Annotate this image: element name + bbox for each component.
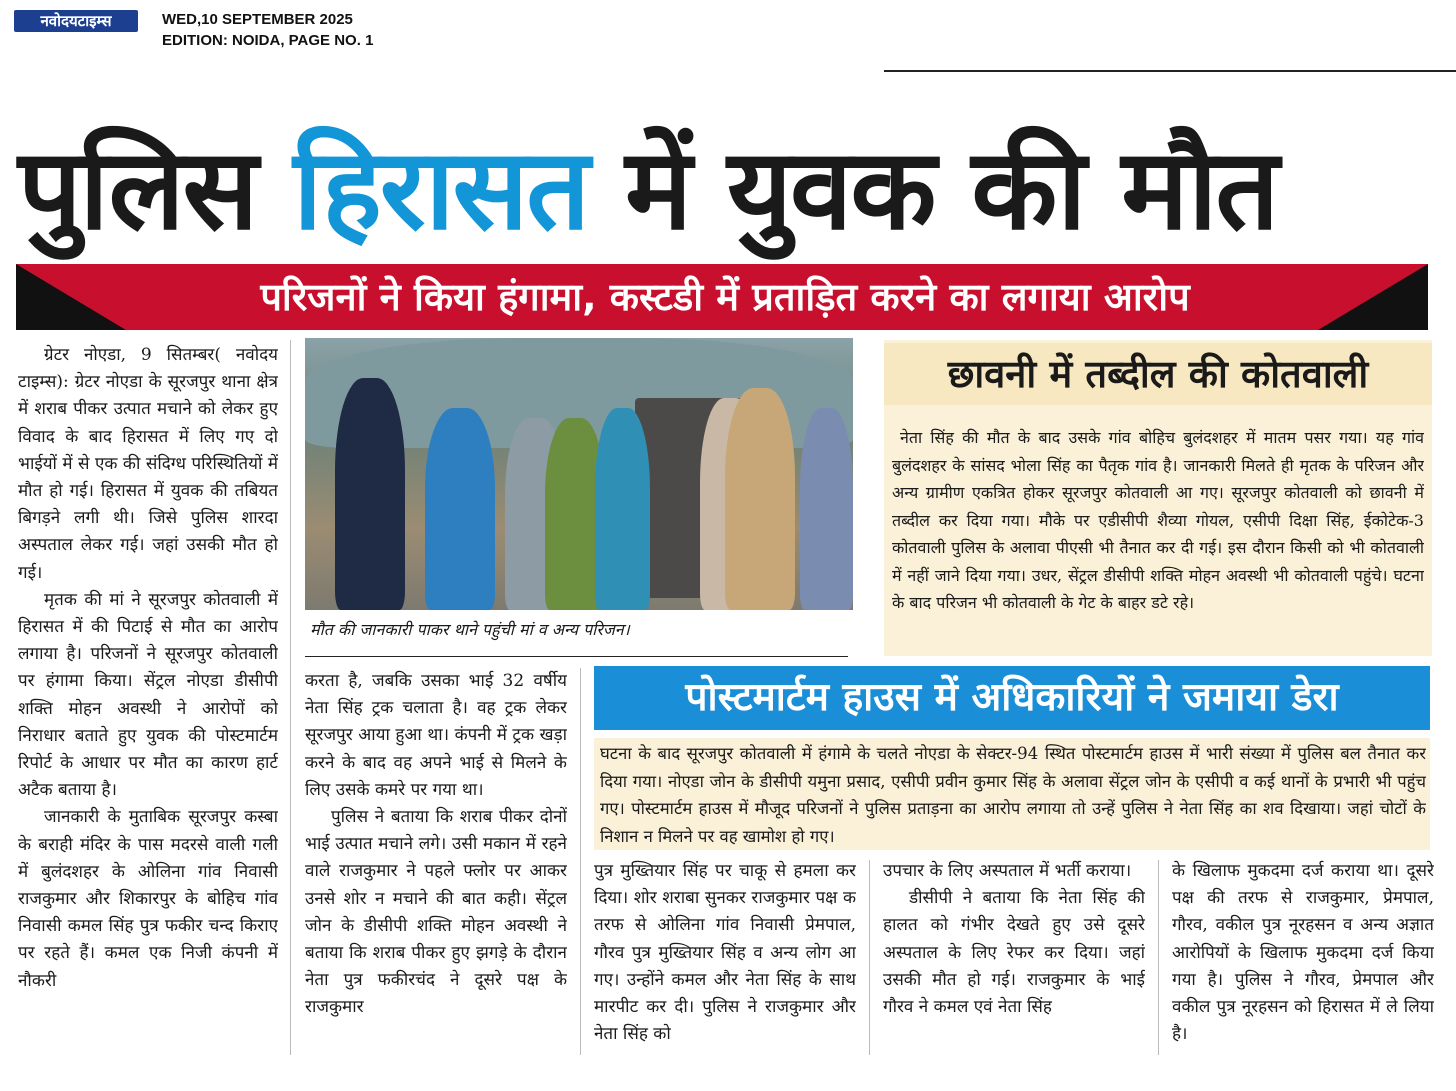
newspaper-logo[interactable]: नवोदयटाइम्स [14,10,138,32]
paragraph: ग्रेटर नोएडा, 9 सितम्बर( नवोदय टाइम्स): ग्रेटर नोएडा के सूरजपुर थाना क्षेत्र में शराब पीकर उत्पात मचाने को लेकर हुए विवाद के बाद हिरासत में लिए गए दो भाईयों में से एक की संदिग्ध परिस्थितियों में मौत हो गई। हिरासत में युवक की तबियत बिगड़ने लगी थी। जिसे पुलिस शारदा अस्पताल लेकर गई। जहां उसकी मौत हो गई। [18,345,278,583]
edition-info [162,9,373,51]
paragraph: जानकारी के मुताबिक सूरजपुर कस्बा के बराही मंदिर के पास मदरसे वाली गली में बुलंदशहर के ओलिना गांव निवासी राजकुमार और शिकारपुर के बोहिच गांव निवासी कमल सिंह पुत्र फकीर चन्द किराए पर रहते हैं। कमल एक निजी कंपनी में नौकरी [18,807,278,991]
subheadline: परिजनों ने किया हंगामा, कस्टडी में प्रताड़ित करने का लगाया आरोप [260,275,1190,319]
photo-caption: मौत की जानकारी पाकर थाने पहुंची मां व अन्य परिजन। [310,620,630,639]
column-divider [580,668,581,1055]
article-column-2 [305,668,567,1056]
edition-date: WED,10 SEPTEMBER 2025 [162,11,353,28]
top-rule [884,70,1456,72]
column-divider [1158,860,1159,1055]
paragraph: पुलिस ने बताया कि शराब पीकर दोनों भाई उत्पात मचाने लगे। उसी मकान में रहने वाले राजकुमार ने पहले फ्लोर पर आकर उनसे शोर न मचाने की बात कही। सेंट्रल जोन के डीसीपी शक्ति मोहन अवस्थी ने बताया कि शराब पीकर हुए झगड़े के दौरान नेता पुत्र फकीरचंद ने दूसरे पक्ष के राजकुमार [305,807,567,1018]
article-column-5 [1172,858,1434,1054]
sidebar-body-kotwali [892,424,1424,617]
article-column-4 [883,858,1145,1054]
photo-person [800,408,853,610]
column-divider [290,340,291,1055]
paragraph: के खिलाफ मुकदमा दर्ज कराया था। दूसरे पक्ष की तरफ से राजकुमार, प्रेमपाल, गौरव, वकील पुत्र नूरहसन व अन्य अज्ञात आरोपियों के खिलाफ मुकदमा दर्ज किया गया है। पुलिस ने गौरव, प्रेमपाल और वकील पुत्र नूरहसन को हिरासत में ले लिया है। [1172,861,1434,1045]
photo-person [335,378,405,610]
edition-page: EDITION: NOIDA, PAGE NO. 1 [162,32,374,49]
postmortem-body [600,740,1426,850]
article-column-1 [18,342,278,1056]
main-headline [18,120,1438,260]
paragraph: मृतक की मां ने सूरजपुर कोतवाली में हिरासत में की पिटाई से मौत का आरोप लगाया है। परिजनों ने सूरजपुर कोतवाली पर हंगामा किया। सेंट्रल नोएडा डीसीपी शक्ति मोहन अवस्थी ने आरोपों को निराधार बताते हुए युवक की पोस्टमार्टम रिपोर्ट के आधार पर मौत का कारण हार्ट अटैक बताया है। [18,589,278,801]
news-photo[interactable] [305,338,853,610]
paragraph: नेता सिंह की मौत के बाद उसके गांव बोहिच बुलंदशहर में मातम पसर गया। यह गांव बुलंदशहर के सांसद भोला सिंह का पैतृक गांव है। जानकारी मिलते ही मृतक के परिजन और अन्य ग्रामीण एकत्रित होकर सूरजपुर कोतवाली आ गए। सूरजपुर कोतवाली को छावनी में तब्दील कर दिया गया। मौके पर एडीसीपी शैव्या गोयल, एसीपी दिक्षा सिंह, ईकोटेक-3 कोतवाली पुलिस के अलावा पीएसी भी तैनात कर दी गई। इस दौरान किसी को भी कोतवाली में नहीं जाने दिया गया। उधर, सेंट्रल डीसीपी शक्ति मोहन अवस्थी भी कोतवाली पहुंचे। घटना के बाद परिजन भी कोतवाली के गेट के बाहर डटे रहे। [892,428,1424,612]
headline-part-1: पुलिस [18,125,294,255]
paragraph: घटना के बाद सूरजपुर कोतवाली में हंगामे के चलते नोएडा के सेक्टर-94 स्थित पोस्टमार्टम हाउस में भारी संख्या में पुलिस बल तैनात कर दिया गया। नोएडा जोन के डीसीपी यमुना प्रसाद, एसीपी प्रवीन कुमार सिंह के अलावा सेंट्रल जोन के एसीपी व कई थानों के प्रभारी भी पहुंच गए। पोस्टमार्टम हाउस में मौजूद परिजनों ने पुलिस प्रताड़ना का आरोप लगाया तो उन्हें पुलिस ने नेता सिंह का शव दिखाया। जहां चोटों के निशान न मिलने पर वह खामोश हो गए। [600,744,1426,846]
postmortem-title: पोस्टमार्टम हाउस में अधिकारियों ने जमाया डेरा [594,666,1430,730]
caption-rule [305,656,848,657]
paragraph: उपचार के लिए अस्पताल में भर्ती कराया। [883,861,1132,881]
paragraph: डीसीपी ने बताया कि नेता सिंह की हालत को गंभीर देखते हुए उसे दूसरे अस्पताल के लिए रेफर कर दिया। जहां उसकी मौत हो गई। राजकुमार के भाई गौरव ने कमल एवं नेता सिंह [883,888,1145,1018]
paragraph: करता है, जबकि उसका भाई 32 वर्षीय नेता सिंह ट्रक चलाता है। वह ट्रक लेकर सूरजपुर आया हुआ था। कंपनी में ट्रक खड़ा करने के बाद वह अपने भाई से मिलने के लिए उसके कमरे पर गया था। [305,671,567,800]
sidebar-title-kotwali: छावनी में तब्दील की कोतवाली [884,343,1432,405]
column-divider [869,860,870,1055]
photo-person [595,408,650,610]
photo-police-officer [725,388,795,610]
photo-person [425,408,495,610]
headline-part-3: में युवक की मौत [588,125,1278,255]
article-column-3 [594,858,856,1054]
paragraph: पुत्र मुख्तियार सिंह पर चाकू से हमला कर दिया। शोर शराबा सुनकर राजकुमार पक्ष क तरफ से ओलिना गांव निवासी प्रेमपाल, गौरव पुत्र मुख्तियार सिंह व अन्य लोग आ गए। उन्होंने कमल और नेता सिंह के साथ मारपीट कर दी। पुलिस ने राजकुमार और नेता सिंह को [594,861,856,1045]
headline-highlight: हिरासत [293,125,589,255]
